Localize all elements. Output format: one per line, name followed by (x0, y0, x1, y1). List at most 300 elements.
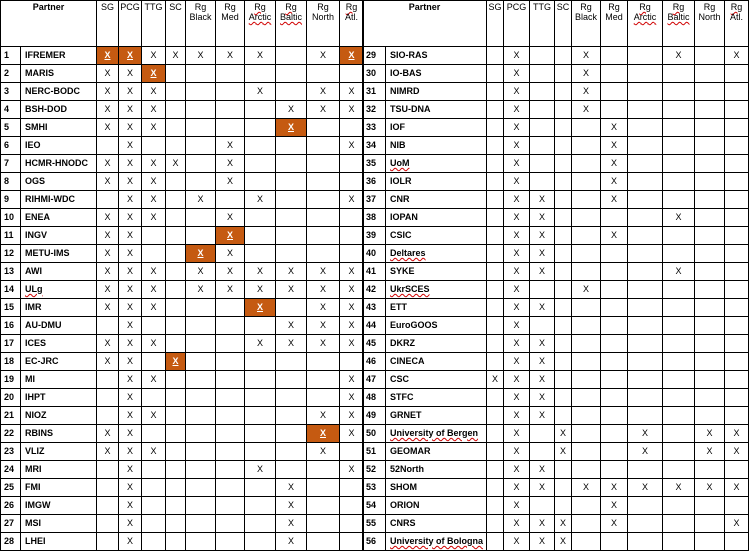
mark-cell (276, 47, 307, 65)
mark-cell (186, 461, 216, 479)
mark-cell (601, 461, 628, 479)
mark-cell (555, 263, 572, 281)
row-number: 2 (1, 65, 21, 83)
mark-cell (530, 425, 555, 443)
header-row (1, 1, 364, 47)
mark-cell (276, 407, 307, 425)
mark-cell (487, 281, 504, 299)
partner-name: AU-DMU (21, 317, 97, 335)
mark-cell: X (504, 407, 530, 425)
partner-name: SIO-RAS (386, 47, 487, 65)
table-row (1, 227, 364, 245)
mark-cell: X (142, 209, 166, 227)
mark-cell: X (555, 533, 572, 551)
mark-cell (628, 101, 663, 119)
mark-cell (276, 425, 307, 443)
mark-cell: X (142, 101, 166, 119)
mark-cell (695, 299, 725, 317)
row-number: 21 (1, 407, 21, 425)
lead-mark-cell: X (340, 47, 364, 65)
mark-cell (555, 101, 572, 119)
table-row (1, 317, 364, 335)
mark-cell: X (695, 479, 725, 497)
lead-mark-cell: X (142, 65, 166, 83)
mark-cell: X (216, 263, 245, 281)
mark-cell (555, 497, 572, 515)
mark-cell: X (695, 425, 725, 443)
mark-cell (97, 317, 119, 335)
mark-cell (186, 479, 216, 497)
mark-cell: X (142, 173, 166, 191)
mark-cell (725, 281, 749, 299)
mark-cell (530, 281, 555, 299)
mark-cell (555, 227, 572, 245)
mark-cell (142, 137, 166, 155)
mark-cell: X (119, 407, 142, 425)
mark-cell (97, 461, 119, 479)
mark-cell (216, 119, 245, 137)
column-header: Rg Black (186, 1, 216, 47)
mark-cell: X (119, 371, 142, 389)
mark-cell (245, 425, 276, 443)
row-number: 55 (363, 515, 386, 533)
table-row (1, 353, 364, 371)
mark-cell (725, 83, 749, 101)
mark-cell (601, 317, 628, 335)
mark-cell (695, 173, 725, 191)
mark-cell: X (245, 461, 276, 479)
mark-cell (216, 191, 245, 209)
mark-cell: X (601, 497, 628, 515)
mark-cell: X (119, 191, 142, 209)
mark-cell (166, 119, 186, 137)
row-number: 49 (363, 407, 386, 425)
mark-cell: X (572, 65, 601, 83)
partner-name: SHOM (386, 479, 487, 497)
partner-name: IOF (386, 119, 487, 137)
mark-cell: X (97, 443, 119, 461)
column-header: Rg Arctic (245, 1, 276, 47)
mark-cell (628, 317, 663, 335)
mark-cell (725, 533, 749, 551)
mark-cell: X (504, 443, 530, 461)
mark-cell (97, 191, 119, 209)
mark-cell (695, 137, 725, 155)
table-row (1, 65, 364, 83)
mark-cell (601, 389, 628, 407)
mark-cell: X (530, 407, 555, 425)
mark-cell (307, 155, 340, 173)
table-row (363, 461, 749, 479)
mark-cell: X (276, 101, 307, 119)
mark-cell (572, 191, 601, 209)
partner-name: IFREMER (21, 47, 97, 65)
mark-cell: X (97, 299, 119, 317)
column-header: SG (487, 1, 504, 47)
mark-cell (628, 245, 663, 263)
partner-name: GEOMAR (386, 443, 487, 461)
mark-cell (245, 155, 276, 173)
mark-cell (695, 407, 725, 425)
mark-cell: X (340, 317, 364, 335)
mark-cell (601, 371, 628, 389)
mark-cell: X (601, 515, 628, 533)
mark-cell (245, 209, 276, 227)
mark-cell (725, 227, 749, 245)
mark-cell (628, 137, 663, 155)
mark-cell (307, 119, 340, 137)
mark-cell (245, 515, 276, 533)
mark-cell: X (119, 137, 142, 155)
mark-cell (245, 65, 276, 83)
mark-cell: X (504, 425, 530, 443)
mark-cell: X (504, 515, 530, 533)
partner-name: LHEI (21, 533, 97, 551)
mark-cell (487, 299, 504, 317)
mark-cell: X (142, 155, 166, 173)
mark-cell (628, 515, 663, 533)
mark-cell: X (601, 191, 628, 209)
mark-cell: X (119, 335, 142, 353)
mark-cell (628, 461, 663, 479)
mark-cell (663, 227, 695, 245)
partner-name: VLIZ (21, 443, 97, 461)
row-number: 13 (1, 263, 21, 281)
row-number: 30 (363, 65, 386, 83)
table-body-right (363, 47, 749, 551)
mark-cell: X (307, 299, 340, 317)
mark-cell: X (663, 479, 695, 497)
table-row (363, 191, 749, 209)
partner-table-right (362, 0, 749, 551)
mark-cell (166, 425, 186, 443)
partner-name: AWI (21, 263, 97, 281)
table-row (1, 461, 364, 479)
mark-cell (166, 443, 186, 461)
mark-cell: X (186, 281, 216, 299)
mark-cell (276, 191, 307, 209)
column-header: Rg Baltic (276, 1, 307, 47)
partner-name: NERC-BODC (21, 83, 97, 101)
mark-cell (166, 263, 186, 281)
mark-cell (663, 281, 695, 299)
mark-cell (695, 119, 725, 137)
mark-cell (530, 137, 555, 155)
partner-name: IMGW (21, 497, 97, 515)
mark-cell (307, 65, 340, 83)
mark-cell (572, 173, 601, 191)
mark-cell (276, 443, 307, 461)
mark-cell: X (119, 533, 142, 551)
mark-cell (245, 173, 276, 191)
mark-cell: X (245, 281, 276, 299)
mark-cell (725, 371, 749, 389)
mark-cell (216, 479, 245, 497)
row-number: 10 (1, 209, 21, 227)
table-row (1, 533, 364, 551)
mark-cell: X (119, 479, 142, 497)
mark-cell (186, 353, 216, 371)
mark-cell (530, 119, 555, 137)
mark-cell (186, 425, 216, 443)
mark-cell (340, 65, 364, 83)
mark-cell: X (555, 425, 572, 443)
lead-mark-cell: X (276, 119, 307, 137)
mark-cell: X (628, 425, 663, 443)
mark-cell: X (119, 173, 142, 191)
mark-cell (663, 443, 695, 461)
mark-cell (555, 461, 572, 479)
mark-cell: X (530, 227, 555, 245)
table-row (363, 173, 749, 191)
mark-cell (628, 227, 663, 245)
mark-cell (340, 443, 364, 461)
mark-cell: X (119, 65, 142, 83)
table-row (363, 371, 749, 389)
mark-cell (601, 47, 628, 65)
mark-cell: X (504, 173, 530, 191)
header-row (363, 1, 749, 47)
mark-cell: X (340, 425, 364, 443)
mark-cell (142, 245, 166, 263)
mark-cell (601, 101, 628, 119)
mark-cell: X (504, 317, 530, 335)
mark-cell: X (119, 281, 142, 299)
mark-cell (166, 137, 186, 155)
mark-cell: X (97, 353, 119, 371)
mark-cell (340, 155, 364, 173)
mark-cell (276, 209, 307, 227)
mark-cell: X (530, 371, 555, 389)
mark-cell (166, 101, 186, 119)
column-header: Rg Atl. (340, 1, 364, 47)
row-number: 22 (1, 425, 21, 443)
table-row (1, 47, 364, 65)
mark-cell (555, 245, 572, 263)
mark-cell (166, 515, 186, 533)
mark-cell (487, 209, 504, 227)
row-number: 20 (1, 389, 21, 407)
partner-name: MSI (21, 515, 97, 533)
mark-cell (725, 155, 749, 173)
mark-cell: X (119, 263, 142, 281)
mark-cell (663, 389, 695, 407)
row-number: 24 (1, 461, 21, 479)
mark-cell (695, 65, 725, 83)
mark-cell (166, 407, 186, 425)
mark-cell (695, 371, 725, 389)
partner-name: CSC (386, 371, 487, 389)
mark-cell (307, 497, 340, 515)
mark-cell (663, 497, 695, 515)
mark-cell (97, 371, 119, 389)
column-header: Rg North (307, 1, 340, 47)
mark-cell (530, 155, 555, 173)
column-header: SG (97, 1, 119, 47)
mark-cell: X (504, 119, 530, 137)
mark-cell (142, 479, 166, 497)
lead-mark-cell: X (186, 245, 216, 263)
mark-cell: X (119, 389, 142, 407)
mark-cell: X (97, 65, 119, 83)
lead-mark-cell: X (166, 353, 186, 371)
mark-cell: X (504, 497, 530, 515)
mark-cell (216, 335, 245, 353)
mark-cell: X (504, 101, 530, 119)
mark-cell (276, 83, 307, 101)
row-number: 52 (363, 461, 386, 479)
row-number: 8 (1, 173, 21, 191)
mark-cell: X (340, 335, 364, 353)
row-number: 29 (363, 47, 386, 65)
row-number: 36 (363, 173, 386, 191)
table-row (363, 227, 749, 245)
mark-cell (166, 227, 186, 245)
mark-cell (555, 335, 572, 353)
mark-cell: X (628, 443, 663, 461)
mark-cell: X (119, 227, 142, 245)
mark-cell (487, 65, 504, 83)
mark-cell (555, 209, 572, 227)
mark-cell: X (725, 443, 749, 461)
mark-cell (487, 407, 504, 425)
mark-cell (245, 497, 276, 515)
mark-cell (663, 101, 695, 119)
row-number: 27 (1, 515, 21, 533)
mark-cell (663, 515, 695, 533)
lead-mark-cell: X (97, 47, 119, 65)
mark-cell (601, 407, 628, 425)
mark-cell (340, 245, 364, 263)
mark-cell: X (572, 47, 601, 65)
mark-cell: X (276, 281, 307, 299)
mark-cell (307, 227, 340, 245)
row-number: 44 (363, 317, 386, 335)
table-row (363, 83, 749, 101)
partner-name: IOPAN (386, 209, 487, 227)
mark-cell (555, 371, 572, 389)
row-number: 32 (363, 101, 386, 119)
partner-name: RIHMI-WDC (21, 191, 97, 209)
mark-cell (186, 389, 216, 407)
mark-cell (186, 65, 216, 83)
mark-cell (487, 515, 504, 533)
partner-name: SYKE (386, 263, 487, 281)
mark-cell (530, 173, 555, 191)
mark-cell (628, 209, 663, 227)
row-number: 41 (363, 263, 386, 281)
row-number: 33 (363, 119, 386, 137)
mark-cell (276, 137, 307, 155)
mark-cell: X (186, 47, 216, 65)
mark-cell (487, 191, 504, 209)
partner-name: HCMR-HNODC (21, 155, 97, 173)
table-row (363, 209, 749, 227)
mark-cell: X (142, 299, 166, 317)
table-row (363, 155, 749, 173)
mark-cell (628, 263, 663, 281)
mark-cell: X (663, 209, 695, 227)
mark-cell (725, 407, 749, 425)
mark-cell (166, 245, 186, 263)
mark-cell (245, 389, 276, 407)
mark-cell (186, 515, 216, 533)
row-number: 45 (363, 335, 386, 353)
row-number: 3 (1, 83, 21, 101)
column-header: PCG (119, 1, 142, 47)
mark-cell (530, 317, 555, 335)
mark-cell: X (340, 407, 364, 425)
lead-mark-cell: X (119, 47, 142, 65)
row-number: 50 (363, 425, 386, 443)
mark-cell (216, 353, 245, 371)
mark-cell (142, 227, 166, 245)
mark-cell (628, 119, 663, 137)
partner-name: EC-JRC (21, 353, 97, 371)
partner-name: CNRS (386, 515, 487, 533)
partner-name: ORION (386, 497, 487, 515)
mark-cell: X (340, 461, 364, 479)
mark-cell: X (97, 263, 119, 281)
partner-name: IO-BAS (386, 65, 487, 83)
mark-cell (216, 497, 245, 515)
mark-cell (725, 191, 749, 209)
table-row (363, 353, 749, 371)
partner-name: CNR (386, 191, 487, 209)
mark-cell: X (504, 83, 530, 101)
row-number: 12 (1, 245, 21, 263)
mark-cell (695, 83, 725, 101)
table-row (363, 101, 749, 119)
mark-cell (572, 407, 601, 425)
mark-cell: X (119, 101, 142, 119)
partner-name: INGV (21, 227, 97, 245)
partner-header: Partner (363, 1, 487, 47)
mark-cell (572, 155, 601, 173)
mark-cell (97, 389, 119, 407)
partner-name: CSIC (386, 227, 487, 245)
mark-cell (725, 137, 749, 155)
mark-cell: X (276, 497, 307, 515)
row-number: 42 (363, 281, 386, 299)
mark-cell (142, 317, 166, 335)
mark-cell: X (142, 191, 166, 209)
mark-cell: X (142, 119, 166, 137)
partner-name: IOLR (386, 173, 487, 191)
mark-cell (340, 227, 364, 245)
mark-cell (628, 173, 663, 191)
table-row (363, 335, 749, 353)
row-number: 9 (1, 191, 21, 209)
row-number: 31 (363, 83, 386, 101)
mark-cell (276, 353, 307, 371)
table-row (1, 119, 364, 137)
mark-cell: X (530, 479, 555, 497)
mark-cell: X (601, 227, 628, 245)
table-body-left (1, 47, 364, 551)
mark-cell (166, 479, 186, 497)
mark-cell: X (695, 443, 725, 461)
mark-cell (628, 83, 663, 101)
mark-cell (216, 299, 245, 317)
row-number: 5 (1, 119, 21, 137)
mark-cell (572, 245, 601, 263)
mark-cell (276, 173, 307, 191)
mark-cell (530, 83, 555, 101)
mark-cell (725, 263, 749, 281)
mark-cell (663, 353, 695, 371)
mark-cell: X (142, 335, 166, 353)
